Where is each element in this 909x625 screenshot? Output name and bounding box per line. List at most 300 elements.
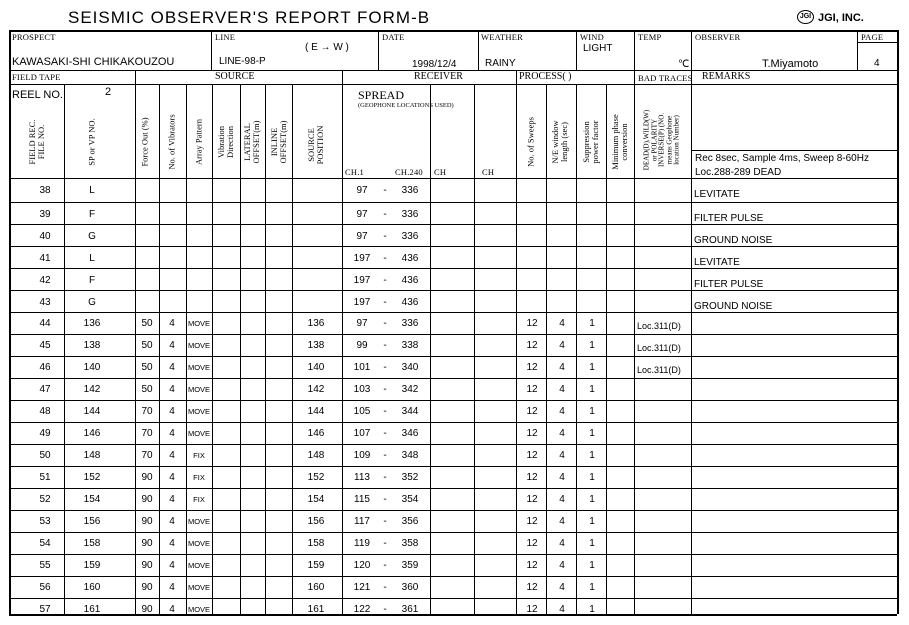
ch240-value: 352 xyxy=(401,472,419,483)
ne-window: 4 xyxy=(559,538,565,549)
source-position: 144 xyxy=(307,406,325,417)
grid-line xyxy=(292,84,293,614)
num-sweeps: 12 xyxy=(526,604,538,615)
source-position: 146 xyxy=(307,428,325,439)
grid-line xyxy=(691,30,692,70)
grid-line xyxy=(9,378,897,379)
col-field-rec: FIELD REC. FILE NO. xyxy=(27,119,46,165)
num-vibrators: 4 xyxy=(169,560,175,571)
ne-window: 4 xyxy=(559,340,565,351)
grid-line xyxy=(9,400,897,401)
grid-line xyxy=(474,84,475,614)
grid-line xyxy=(9,466,897,467)
grid-line xyxy=(9,224,897,225)
force-out: 50 xyxy=(141,384,153,395)
array-pattern: FIX xyxy=(193,495,205,504)
ch240-value: 361 xyxy=(401,604,419,615)
file-no: 39 xyxy=(39,209,51,220)
col-vibration-direction: Vibration Direction xyxy=(216,125,235,159)
ch1-value: 105 xyxy=(353,406,371,417)
grid-line xyxy=(897,30,899,614)
suppression-factor: 1 xyxy=(589,516,595,527)
ch1-value: 197 xyxy=(353,275,371,286)
bad-traces-value: Loc.311(D) xyxy=(637,321,681,331)
sp-vp-no: 144 xyxy=(83,406,101,417)
source-position: 159 xyxy=(307,560,325,571)
observer-value: T.Miyamoto xyxy=(762,58,819,70)
sp-vp-no: L xyxy=(89,253,95,264)
num-vibrators: 4 xyxy=(169,604,175,615)
ch240-value: 359 xyxy=(401,560,419,571)
range-dash: - xyxy=(383,450,387,461)
col-ch-b: CH xyxy=(482,167,495,177)
remark-text: GROUND NOISE xyxy=(694,301,773,312)
grid-line xyxy=(634,30,635,70)
ch240-value: 436 xyxy=(401,275,419,286)
ch1-value: 107 xyxy=(353,428,371,439)
file-no: 56 xyxy=(39,582,51,593)
ch1-value: 115 xyxy=(354,494,370,505)
bad-traces-value: Loc.311(D) xyxy=(637,343,681,353)
array-pattern: MOVE xyxy=(187,561,211,570)
col-source-position: SOURCE POSITION xyxy=(306,125,325,165)
reel-label: REEL NO. xyxy=(12,89,63,101)
ch1-value: 117 xyxy=(354,516,370,527)
suppression-factor: 1 xyxy=(589,450,595,461)
file-no: 57 xyxy=(39,604,51,615)
num-vibrators: 4 xyxy=(169,428,175,439)
suppression-factor: 1 xyxy=(589,318,595,329)
grid-line xyxy=(9,178,897,179)
file-no: 55 xyxy=(39,560,51,571)
force-out: 90 xyxy=(141,494,153,505)
grid-line xyxy=(857,42,897,43)
force-out: 90 xyxy=(141,560,153,571)
grid-line xyxy=(606,84,607,614)
ch240-value: 348 xyxy=(401,450,419,461)
array-pattern: MOVE xyxy=(187,429,211,438)
col-suppression: Suppression power factor xyxy=(581,120,600,164)
range-dash: - xyxy=(383,231,387,242)
grid-line xyxy=(9,30,897,32)
suppression-factor: 1 xyxy=(589,384,595,395)
form-title: SEISMIC OBSERVER'S REPORT FORM-B xyxy=(68,8,431,27)
observer-label: OBSERVER xyxy=(695,32,741,42)
num-sweeps: 12 xyxy=(526,472,538,483)
date-label: DATE xyxy=(382,32,405,42)
ch1-value: 97 xyxy=(356,318,368,329)
range-dash: - xyxy=(383,362,387,373)
ne-window: 4 xyxy=(559,604,565,615)
suppression-factor: 1 xyxy=(589,560,595,571)
sp-vp-no: F xyxy=(88,209,96,220)
date-value: 1998/12/4 xyxy=(412,59,457,70)
wind-label: WIND xyxy=(580,32,604,42)
temp-unit: ℃ xyxy=(678,59,690,70)
file-no: 43 xyxy=(39,297,51,308)
grid-line xyxy=(342,70,343,84)
num-sweeps: 12 xyxy=(526,560,538,571)
source-position: 138 xyxy=(307,340,325,351)
num-vibrators: 4 xyxy=(169,450,175,461)
sp-vp-no: G xyxy=(88,231,96,242)
ch240-value: 336 xyxy=(401,231,419,242)
source-position: 161 xyxy=(307,604,325,615)
num-sweeps: 12 xyxy=(526,384,538,395)
ch240-value: 354 xyxy=(401,494,419,505)
ch1-value: 122 xyxy=(353,604,371,615)
ch1-value: 113 xyxy=(354,472,370,483)
grid-line xyxy=(9,84,897,85)
grid-line xyxy=(9,246,897,247)
sp-vp-no: 158 xyxy=(83,538,101,549)
ne-window: 4 xyxy=(559,362,565,373)
bad-traces-label: BAD TRACES xyxy=(638,73,693,83)
ne-window: 4 xyxy=(559,560,565,571)
spread-label: SPREAD xyxy=(358,88,405,102)
force-out: 50 xyxy=(141,362,153,373)
ch240-value: 344 xyxy=(401,406,419,417)
col-min-phase: Minimum phase conversion xyxy=(610,114,629,170)
ch240-value: 336 xyxy=(401,185,419,196)
grid-line xyxy=(9,488,897,489)
force-out: 70 xyxy=(141,406,153,417)
ne-window: 4 xyxy=(559,384,565,395)
field-tape-label: FIELD TAPE xyxy=(12,72,61,82)
range-dash: - xyxy=(383,297,387,308)
sp-vp-no: G xyxy=(88,297,96,308)
grid-line xyxy=(478,30,479,70)
line-direction: ( E → W ) xyxy=(305,42,349,53)
sp-vp-no: 160 xyxy=(83,582,101,593)
col-num-vibrators: No. of Vibrators xyxy=(166,114,177,170)
col-sp-vp: SP or VP NO. xyxy=(86,118,97,166)
grid-line xyxy=(516,70,517,84)
num-sweeps: 12 xyxy=(526,450,538,461)
range-dash: - xyxy=(383,384,387,395)
sp-vp-no: 159 xyxy=(83,560,101,571)
remarks-header-line-1: Rec 8sec, Sample 4ms, Sweep 8-60Hz xyxy=(695,153,869,164)
ch240-value: 342 xyxy=(401,384,419,395)
array-pattern: MOVE xyxy=(187,341,211,350)
remark-text: LEVITATE xyxy=(694,189,740,200)
file-no: 40 xyxy=(39,231,51,242)
num-vibrators: 4 xyxy=(169,384,175,395)
ch240-value: 356 xyxy=(401,516,419,527)
sp-vp-no: F xyxy=(88,275,96,286)
num-sweeps: 12 xyxy=(526,582,538,593)
num-vibrators: 4 xyxy=(169,362,175,373)
num-vibrators: 4 xyxy=(169,340,175,351)
grid-line xyxy=(378,30,379,70)
num-vibrators: 4 xyxy=(169,516,175,527)
ch1-value: 97 xyxy=(356,185,368,196)
col-bad-traces: DEAD(D),WILD(W) or POLARITY INVERSE(P) (NO. means Geophone location Number) xyxy=(642,109,681,171)
remarks-label: REMARKS xyxy=(702,71,751,82)
remark-text: FILTER PULSE xyxy=(694,213,764,224)
array-pattern: FIX xyxy=(193,473,205,482)
grid-line xyxy=(516,84,517,614)
force-out: 90 xyxy=(141,538,153,549)
force-out: 70 xyxy=(141,428,153,439)
force-out: 50 xyxy=(141,340,153,351)
num-vibrators: 4 xyxy=(169,318,175,329)
company-name: JGI, INC. xyxy=(818,12,864,24)
grid-line xyxy=(430,84,431,614)
suppression-factor: 1 xyxy=(589,538,595,549)
suppression-factor: 1 xyxy=(589,340,595,351)
col-ne-window: N/E window length (sec) xyxy=(550,120,569,164)
file-no: 48 xyxy=(39,406,51,417)
grid-line xyxy=(9,576,897,577)
grid-line xyxy=(9,334,897,335)
num-sweeps: 12 xyxy=(526,362,538,373)
source-position: 148 xyxy=(307,450,325,461)
remark-text: GROUND NOISE xyxy=(694,235,773,246)
suppression-factor: 1 xyxy=(589,428,595,439)
grid-line xyxy=(9,510,897,511)
sp-vp-no: 148 xyxy=(83,450,101,461)
ch240-value: 338 xyxy=(401,340,419,351)
ch1-value: 103 xyxy=(353,384,371,395)
num-sweeps: 12 xyxy=(526,318,538,329)
receiver-section-label: RECEIVER xyxy=(414,71,463,82)
sp-vp-no: 156 xyxy=(83,516,101,527)
grid-line xyxy=(159,84,160,614)
suppression-factor: 1 xyxy=(589,406,595,417)
range-dash: - xyxy=(383,516,387,527)
company-logo xyxy=(797,10,814,24)
grid-line xyxy=(9,444,897,445)
array-pattern: MOVE xyxy=(187,407,211,416)
ne-window: 4 xyxy=(559,428,565,439)
num-sweeps: 12 xyxy=(526,340,538,351)
num-vibrators: 4 xyxy=(169,538,175,549)
ch1-value: 119 xyxy=(354,538,370,549)
grid-line xyxy=(9,554,897,555)
num-sweeps: 12 xyxy=(526,538,538,549)
ne-window: 4 xyxy=(559,516,565,527)
ch1-value: 97 xyxy=(356,231,368,242)
file-no: 42 xyxy=(39,275,51,286)
range-dash: - xyxy=(383,428,387,439)
range-dash: - xyxy=(383,472,387,483)
sp-vp-no: 136 xyxy=(83,318,101,329)
grid-line xyxy=(64,84,65,614)
file-no: 50 xyxy=(39,450,51,461)
force-out: 90 xyxy=(141,516,153,527)
range-dash: - xyxy=(383,275,387,286)
source-position: 154 xyxy=(307,494,325,505)
remark-text: LEVITATE xyxy=(694,257,740,268)
ch240-value: 336 xyxy=(401,318,419,329)
file-no: 52 xyxy=(39,494,51,505)
num-vibrators: 4 xyxy=(169,582,175,593)
ch1-value: 99 xyxy=(356,340,368,351)
source-position: 136 xyxy=(307,318,325,329)
remarks-header-line-2: Loc.288-289 DEAD xyxy=(695,167,782,178)
spread-sublabel: (GEOPHONE LOCATIONS USED) xyxy=(358,102,454,109)
num-sweeps: 12 xyxy=(526,428,538,439)
array-pattern: MOVE xyxy=(187,539,211,548)
range-dash: - xyxy=(383,604,387,615)
ch240-value: 358 xyxy=(401,538,419,549)
ch240-value: 436 xyxy=(401,253,419,264)
ch240-value: 340 xyxy=(401,362,419,373)
file-no: 44 xyxy=(39,318,51,329)
source-position: 152 xyxy=(307,472,325,483)
sp-vp-no: 146 xyxy=(83,428,101,439)
weather-label: WEATHER xyxy=(481,32,524,42)
temp-label: TEMP xyxy=(638,32,662,42)
grid-line xyxy=(9,422,897,423)
suppression-factor: 1 xyxy=(589,362,595,373)
num-sweeps: 12 xyxy=(526,406,538,417)
remark-text: FILTER PULSE xyxy=(694,279,764,290)
grid-line xyxy=(212,84,213,614)
weather-value: RAINY xyxy=(485,58,516,69)
array-pattern: MOVE xyxy=(187,605,211,614)
col-inline-offset: INLINE OFFSET(m) xyxy=(269,120,288,164)
bad-traces-value: Loc.311(D) xyxy=(637,365,681,375)
ch1-value: 97 xyxy=(356,209,368,220)
source-position: 156 xyxy=(307,516,325,527)
grid-line xyxy=(342,84,343,614)
grid-line xyxy=(576,84,577,614)
range-dash: - xyxy=(383,582,387,593)
col-lateral-offset: LATERAL OFFSET(m) xyxy=(242,120,261,164)
sp-vp-no: 161 xyxy=(83,604,101,615)
sp-vp-no: 152 xyxy=(83,472,101,483)
ch240-value: 436 xyxy=(401,297,419,308)
grid-line xyxy=(9,202,897,203)
sp-vp-no: 142 xyxy=(83,384,101,395)
grid-line xyxy=(240,84,241,614)
col-ch240: CH.240 xyxy=(395,167,423,177)
array-pattern: MOVE xyxy=(187,583,211,592)
reel-value: 2 xyxy=(105,86,112,98)
range-dash: - xyxy=(383,406,387,417)
file-no: 38 xyxy=(39,185,51,196)
ch1-value: 121 xyxy=(353,582,371,593)
array-pattern: MOVE xyxy=(187,517,211,526)
grid-line xyxy=(857,30,858,70)
num-vibrators: 4 xyxy=(169,494,175,505)
grid-line xyxy=(9,598,897,599)
wind-value: LIGHT xyxy=(583,43,613,54)
page-value: 4 xyxy=(874,58,880,69)
ch240-value: 346 xyxy=(401,428,419,439)
ch1-value: 120 xyxy=(353,560,371,571)
ch1-value: 109 xyxy=(353,450,371,461)
suppression-factor: 1 xyxy=(589,604,595,615)
source-position: 160 xyxy=(307,582,325,593)
ch1-value: 197 xyxy=(353,297,371,308)
grid-line xyxy=(546,84,547,614)
sp-vp-no: 154 xyxy=(83,494,101,505)
force-out: 50 xyxy=(141,318,153,329)
range-dash: - xyxy=(383,340,387,351)
grid-line xyxy=(9,30,11,614)
sp-vp-no: 140 xyxy=(83,362,101,373)
ne-window: 4 xyxy=(559,472,565,483)
col-ch1: CH.1 xyxy=(345,167,364,177)
line-value: LINE-98-P xyxy=(219,56,266,67)
ne-window: 4 xyxy=(559,582,565,593)
file-no: 45 xyxy=(39,340,51,351)
file-no: 54 xyxy=(39,538,51,549)
force-out: 90 xyxy=(141,582,153,593)
num-vibrators: 4 xyxy=(169,406,175,417)
array-pattern: MOVE xyxy=(187,319,211,328)
prospect-value: KAWASAKI-SHI CHIKAKOUZOU xyxy=(12,56,175,68)
grid-line xyxy=(211,30,212,70)
array-pattern: MOVE xyxy=(187,385,211,394)
ch240-value: 360 xyxy=(401,582,419,593)
array-pattern: MOVE xyxy=(187,363,211,372)
range-dash: - xyxy=(383,494,387,505)
ch1-value: 101 xyxy=(353,362,371,373)
file-no: 51 xyxy=(39,472,51,483)
grid-line xyxy=(9,356,897,357)
suppression-factor: 1 xyxy=(589,494,595,505)
suppression-factor: 1 xyxy=(589,472,595,483)
num-sweeps: 12 xyxy=(526,516,538,527)
grid-line xyxy=(9,312,897,313)
ch240-value: 336 xyxy=(401,209,419,220)
force-out: 70 xyxy=(141,450,153,461)
process-section-label: PROCESS( ) xyxy=(519,71,572,82)
grid-line xyxy=(576,30,577,70)
range-dash: - xyxy=(383,318,387,329)
logo-text: JGI xyxy=(799,13,812,20)
grid-line xyxy=(135,70,136,84)
col-array-pattern: Array Pattern xyxy=(193,118,204,166)
ne-window: 4 xyxy=(559,450,565,461)
sp-vp-no: 138 xyxy=(83,340,101,351)
grid-line xyxy=(9,532,897,533)
num-sweeps: 12 xyxy=(526,494,538,505)
ch1-value: 197 xyxy=(353,253,371,264)
grid-line xyxy=(9,268,897,269)
range-dash: - xyxy=(383,560,387,571)
ne-window: 4 xyxy=(559,406,565,417)
grid-line xyxy=(9,290,897,291)
ne-window: 4 xyxy=(559,494,565,505)
file-no: 41 xyxy=(39,253,51,264)
num-vibrators: 4 xyxy=(169,472,175,483)
ne-window: 4 xyxy=(559,318,565,329)
source-position: 142 xyxy=(307,384,325,395)
file-no: 53 xyxy=(39,516,51,527)
grid-line xyxy=(691,150,897,151)
col-ch-a: CH xyxy=(434,167,447,177)
force-out: 90 xyxy=(141,472,153,483)
suppression-factor: 1 xyxy=(589,582,595,593)
source-position: 140 xyxy=(307,362,325,373)
line-label: LINE xyxy=(215,32,236,42)
col-num-sweeps: No. of Sweeps xyxy=(525,117,536,167)
grid-line xyxy=(265,84,266,614)
source-position: 158 xyxy=(307,538,325,549)
sp-vp-no: L xyxy=(89,185,95,196)
file-no: 49 xyxy=(39,428,51,439)
file-no: 46 xyxy=(39,362,51,373)
file-no: 47 xyxy=(39,384,51,395)
col-force-out: Force Out (%) xyxy=(139,117,150,167)
page-label: PAGE xyxy=(861,32,884,42)
array-pattern: FIX xyxy=(193,451,205,460)
